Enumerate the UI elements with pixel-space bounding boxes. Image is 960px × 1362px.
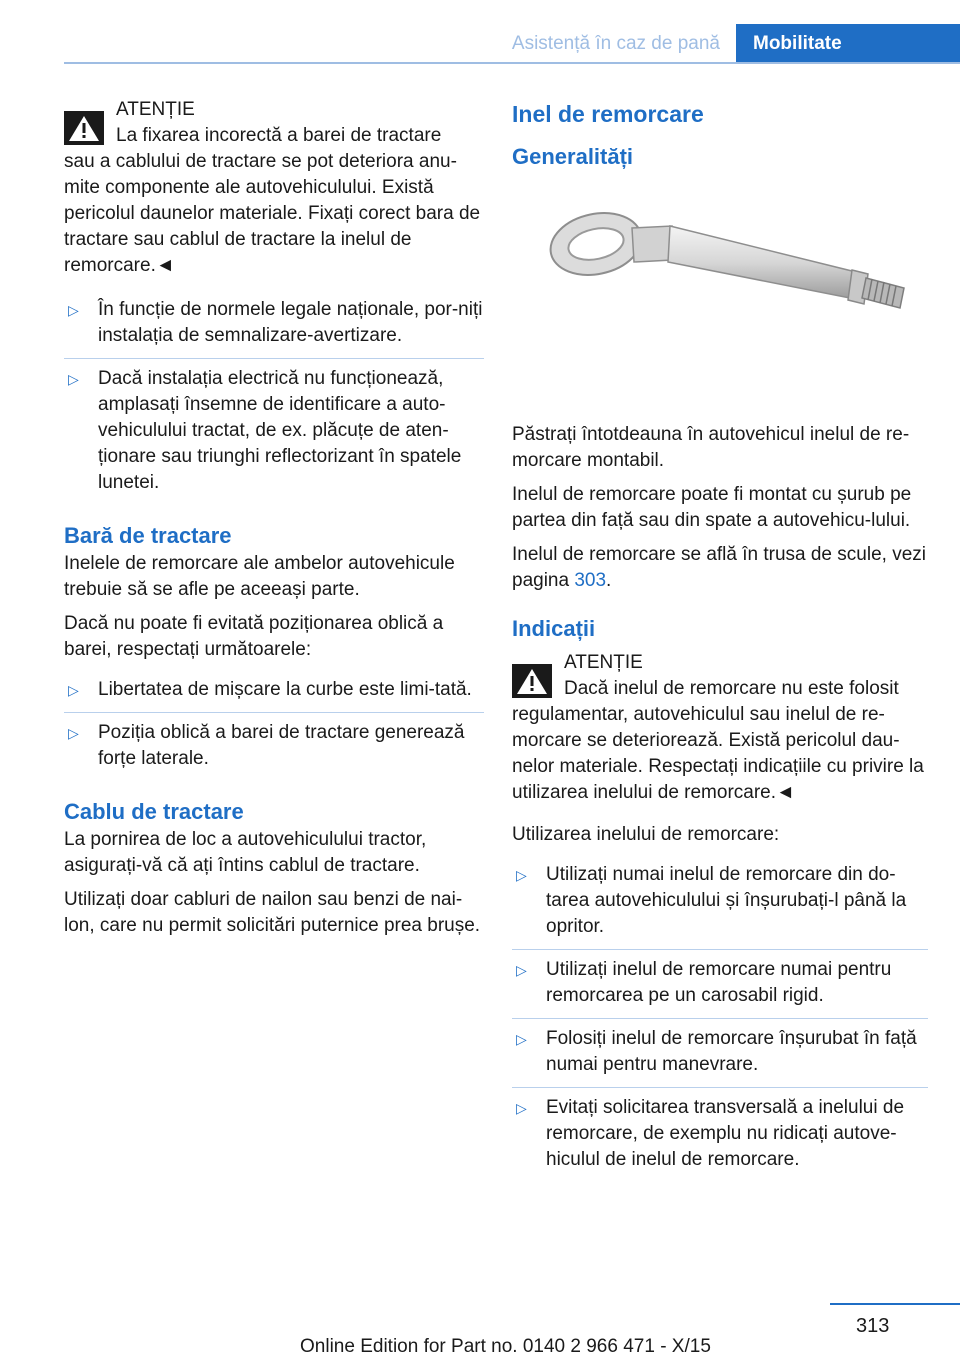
paragraph: Inelele de remorcare ale ambelor autovehicule trebuie să se afle pe aceeași parte. — [64, 553, 455, 600]
list-item — [512, 957, 928, 1019]
paragraph: Utilizarea inelului de remorcare: — [512, 824, 780, 845]
triangle-bullet-icon: ▷ — [68, 682, 79, 698]
page-number: 313 — [856, 1315, 890, 1337]
list-item — [512, 1095, 928, 1182]
section-heading: Bară de tractare — [64, 523, 232, 548]
paragraph — [512, 542, 928, 594]
warning-first-line: La fixarea incorectă a barei de tractare — [116, 125, 442, 146]
warning-triangle-icon — [512, 664, 552, 698]
warning-title: ATENȚIE — [564, 652, 643, 673]
paragraph: Utilizați doar cabluri de nailon sau benzi de nai-lon, care nu permit solicitări puternice prea brușe. — [64, 889, 481, 936]
list-item-text: Utilizați inelul de remorcare numai pentru remorcarea pe un carosabil rigid. — [546, 959, 892, 1006]
warning-body: regulamentar, autovehiculul sau inelul de re-morcare se deteriorează. Există pericolul dau-nelor materiale. Respectați indicațiile cu privire la utilizarea inelului de remorcare.◄ — [512, 704, 924, 803]
triangle-bullet-icon: ▷ — [516, 962, 527, 978]
bullet-list — [64, 677, 484, 781]
list-item-text: Evitați solicitarea transversală a inelului de remorcare, de exemplu nu ridicați autove-hiculul de inelul de remorcare. — [546, 1097, 905, 1170]
paragraph: Inelul de remorcare poate fi montat cu șurub pe partea din față sau din spate a autovehicu-lului. — [512, 484, 912, 531]
list-item-text: Utilizați numai inelul de remorcare din do-tarea autovehiculului și înșurubați-l până la opritor. — [546, 864, 907, 937]
paragraph: La pornirea de loc a autovehiculului tractor, asigurați-vă că ați întins cablul de tractare. — [64, 829, 427, 876]
tow-hook-image — [512, 182, 928, 402]
list-item — [64, 677, 484, 713]
triangle-bullet-icon: ▷ — [68, 302, 79, 318]
list-item — [64, 720, 484, 781]
list-item-text: Folosiți inelul de remorcare înșurubat în față numai pentru manevrare. — [546, 1028, 917, 1075]
paragraph-text: . — [606, 570, 612, 591]
header-rule — [64, 62, 960, 64]
footer-edition: Online Edition for Part no. 0140 2 966 471 - X/15 — [300, 1336, 711, 1357]
list-item — [64, 366, 484, 505]
footer-rule — [830, 1303, 960, 1305]
list-item-text: În funcție de normele legale naționale, por-niți instalația de semnalizare-avertizare. — [98, 299, 483, 346]
triangle-bullet-icon: ▷ — [68, 725, 79, 741]
list-item-text: Dacă instalația electrică nu funcționează, amplasați însemne de identificare a auto-vehiculului tractat, de ex. plăcuțe de aten-ționare sau triunghi reflectorizant în spatele lunetei. — [98, 368, 462, 493]
subsection-heading: Generalități — [512, 144, 634, 169]
warning-first-line: Dacă inelul de remorcare nu este folosit — [564, 678, 899, 699]
bullet-list — [512, 862, 928, 1182]
list-item — [512, 862, 928, 950]
triangle-bullet-icon: ▷ — [516, 867, 527, 883]
list-item-text: Libertatea de mișcare la curbe este limi-tată. — [98, 679, 472, 700]
left-column — [64, 94, 484, 939]
warning-block — [64, 97, 484, 279]
section-heading: Cablu de tractare — [64, 799, 244, 824]
triangle-bullet-icon: ▷ — [68, 371, 79, 387]
chapter-heading: Inel de remorcare — [512, 101, 704, 127]
header-chapter-tab: Mobilitate — [736, 24, 960, 64]
warning-block — [512, 650, 928, 806]
right-column — [512, 94, 928, 1182]
paragraph-text: Inelul de remorcare se află în trusa de scule, vezi pagina — [512, 544, 926, 591]
warning-body: sau a cablului de tractare se pot deteriora anu-mite componente ale autovehiculului. Există pericolul daunelor materiale. Fixați corect bara de tractare sau cablul de tractare la inelul de remorcare.◄ — [64, 151, 481, 276]
page-reference-link[interactable]: 303 — [574, 570, 607, 591]
triangle-bullet-icon: ▷ — [516, 1100, 527, 1116]
list-item — [512, 1026, 928, 1088]
warning-title: ATENȚIE — [116, 99, 195, 120]
bullet-list — [64, 297, 484, 505]
list-item-text: Poziția oblică a barei de tractare generează forțe laterale. — [98, 722, 465, 769]
header-section-title: Asistență în caz de pană — [511, 33, 720, 54]
list-item — [64, 297, 484, 359]
triangle-bullet-icon: ▷ — [516, 1031, 527, 1047]
paragraph: Păstrați întotdeauna în autovehicul inelul de re-morcare montabil. — [512, 424, 910, 471]
warning-triangle-icon — [64, 111, 104, 145]
paragraph: Dacă nu poate fi evitată poziționarea oblică a barei, respectați următoarele: — [64, 613, 444, 660]
subsection-heading: Indicații — [512, 616, 596, 641]
